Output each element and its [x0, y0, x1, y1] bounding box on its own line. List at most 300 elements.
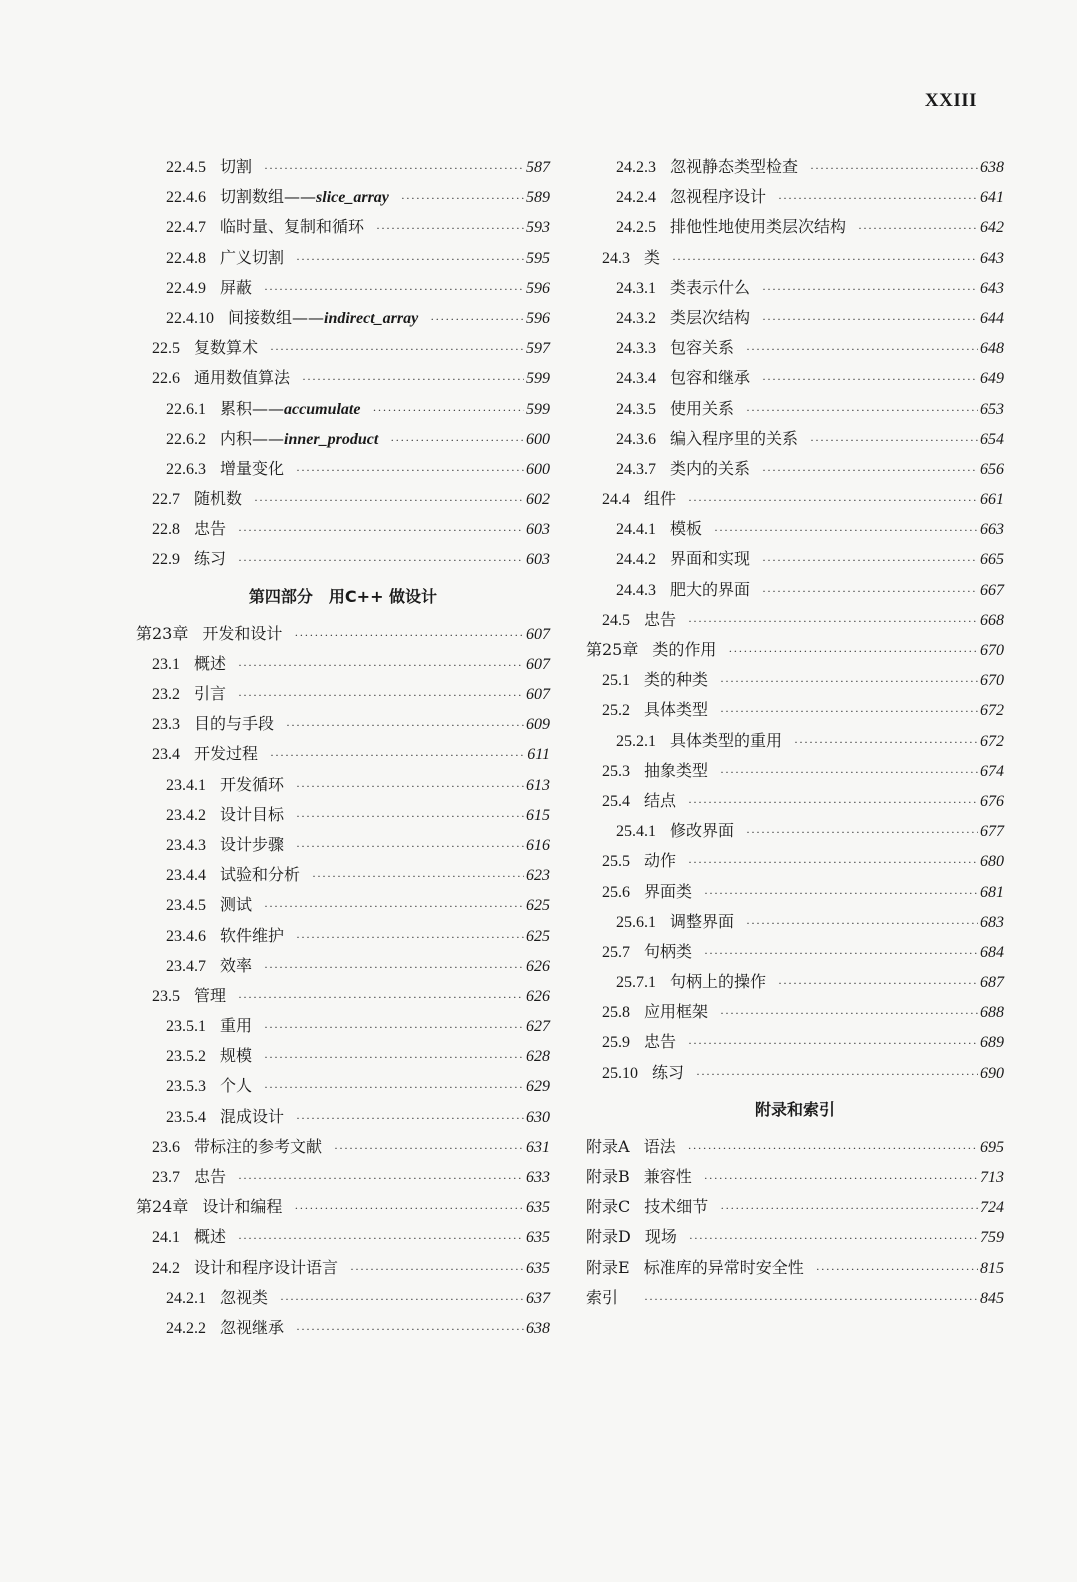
entry-number: 23.7 — [152, 1169, 180, 1186]
entry-title — [670, 303, 750, 333]
entry-page-number: 595 — [526, 249, 550, 267]
dot-leader — [746, 334, 978, 364]
entry-page-number: 668 — [980, 611, 1004, 629]
entry-number: 24.4.2 — [616, 551, 656, 569]
entry-number: 23.4.1 — [166, 776, 206, 794]
toc-entry[interactable] — [136, 981, 550, 1011]
entry-number: 附录E — [586, 1257, 630, 1277]
dot-leader — [688, 485, 978, 515]
entry-title — [202, 619, 282, 649]
entry-page-number: 611 — [527, 746, 550, 764]
toc-entry[interactable] — [586, 605, 1004, 635]
toc-entry[interactable] — [586, 907, 1004, 937]
entry-page-number: 600 — [526, 460, 550, 478]
toc-entry[interactable] — [586, 665, 1004, 695]
entry-page-number: 600 — [526, 430, 550, 448]
entry-number: 22.8 — [152, 521, 180, 539]
dot-leader — [728, 636, 978, 666]
toc-entry[interactable] — [136, 303, 550, 333]
entry-title-text: 界面类 — [644, 881, 693, 901]
entry-title-text: 类内的关系 — [670, 458, 751, 478]
entry-title — [220, 1313, 284, 1343]
toc-entry[interactable] — [136, 1222, 550, 1252]
entry-number: 第25章 — [586, 640, 639, 659]
entry-title-text: 应用框架 — [644, 1002, 709, 1022]
dot-leader — [858, 213, 978, 243]
entry-number: 23.1 — [152, 655, 180, 673]
entry-title — [644, 1192, 708, 1222]
entry-number: 25.7 — [602, 943, 630, 961]
entry-title-text: 练习 — [652, 1062, 685, 1082]
entry-number: 附录A — [586, 1136, 630, 1156]
entry-title-text: 忠告 — [194, 519, 227, 539]
toc-entry[interactable] — [136, 1313, 550, 1343]
entry-title — [194, 484, 242, 514]
dot-leader — [762, 274, 978, 304]
entry-title — [670, 967, 766, 997]
toc-entry[interactable] — [586, 937, 1004, 967]
entry-number: 23.5.4 — [166, 1108, 206, 1126]
entry-number: 24.3.2 — [616, 309, 656, 327]
toc-entry[interactable] — [136, 830, 550, 860]
entry-title-text: 开发和设计 — [202, 623, 283, 643]
dot-leader — [372, 395, 524, 425]
entry-title-text: 效率 — [220, 955, 253, 975]
entry-page-number: 661 — [980, 491, 1004, 509]
toc-entry[interactable] — [586, 997, 1004, 1027]
entry-page-number: 637 — [526, 1289, 550, 1307]
entry-title — [194, 333, 258, 363]
dot-leader — [264, 1012, 524, 1042]
toc-entry[interactable] — [586, 243, 1004, 273]
toc-entry[interactable] — [136, 182, 550, 212]
entry-title — [644, 997, 708, 1027]
entry-number: 24.3 — [602, 249, 630, 267]
entry-number: 22.7 — [152, 491, 180, 509]
toc-entry[interactable] — [586, 1058, 1004, 1088]
entry-page-number: 672 — [980, 732, 1004, 750]
entry-number: 23.5 — [152, 987, 180, 1005]
entry-title — [194, 363, 290, 393]
entry-number: 23.4.3 — [166, 836, 206, 854]
toc-chapter-entry[interactable] — [586, 1192, 1004, 1222]
entry-title-text: 类 — [644, 247, 661, 267]
entry-number: 索引 — [586, 1287, 619, 1307]
toc-entry[interactable] — [586, 182, 1004, 212]
dot-leader — [696, 1059, 978, 1089]
entry-number: 22.6 — [152, 370, 180, 388]
entry-page-number: 616 — [526, 836, 550, 854]
toc-entry[interactable] — [136, 890, 550, 920]
entry-title-text: 包容和继承 — [670, 368, 751, 388]
toc-entry[interactable] — [136, 1283, 550, 1313]
toc-entry[interactable] — [136, 152, 550, 182]
toc-entry[interactable] — [586, 454, 1004, 484]
entry-page-number: 635 — [526, 1259, 550, 1277]
dot-leader — [238, 1163, 524, 1193]
entry-code-name: accumulate — [284, 400, 361, 418]
toc-entry[interactable] — [586, 394, 1004, 424]
toc-entry[interactable] — [136, 1253, 550, 1283]
toc-entry[interactable] — [136, 770, 550, 800]
toc-entry[interactable] — [136, 860, 550, 890]
toc-entry[interactable] — [586, 484, 1004, 514]
dot-leader — [704, 938, 978, 968]
entry-title — [644, 1027, 676, 1057]
dot-leader — [294, 620, 524, 650]
entry-title — [652, 1058, 684, 1088]
entry-title-text: 概述 — [194, 1227, 227, 1247]
dot-leader — [286, 710, 524, 740]
entry-title-text: 类的作用 — [652, 640, 717, 659]
entry-page-number: 626 — [526, 957, 550, 975]
entry-page-number: 642 — [980, 219, 1004, 237]
dot-leader — [810, 153, 978, 183]
entry-title-text: 模板 — [670, 519, 703, 539]
entry-page-number: 667 — [980, 581, 1004, 599]
dot-leader — [296, 244, 524, 274]
dot-leader — [238, 515, 524, 545]
toc-entry[interactable] — [586, 544, 1004, 574]
dot-leader — [762, 364, 978, 394]
toc-entry[interactable] — [136, 951, 550, 981]
toc-chapter-entry[interactable] — [586, 1253, 1004, 1283]
entry-number: 附录B — [586, 1167, 630, 1186]
entry-title — [644, 1162, 692, 1192]
entry-title-text: 软件维护 — [220, 925, 285, 945]
dot-leader — [270, 334, 524, 364]
entry-page-number: 615 — [526, 806, 550, 824]
entry-page-number: 596 — [526, 309, 550, 327]
toc-chapter-entry[interactable] — [136, 619, 550, 649]
toc-entry[interactable] — [136, 514, 550, 544]
toc-entry[interactable] — [586, 424, 1004, 454]
entry-title-text: 设计和程序设计语言 — [194, 1257, 339, 1277]
entry-number: 25.8 — [602, 1004, 630, 1022]
entry-title-text: 引言 — [194, 684, 227, 703]
entry-title — [220, 860, 300, 890]
toc-right-column — [586, 152, 1004, 1313]
entry-page-number: 681 — [980, 883, 1004, 901]
toc-entry[interactable] — [136, 333, 550, 363]
entry-page-number: 644 — [980, 309, 1004, 327]
entry-title — [220, 1041, 252, 1071]
entry-title-text: 类表示什么 — [670, 277, 751, 297]
dot-leader — [264, 153, 524, 183]
dot-leader — [350, 1254, 524, 1284]
entry-title — [670, 212, 846, 242]
entry-number: 25.2.1 — [616, 732, 656, 750]
dot-leader — [254, 485, 524, 515]
entry-title-text: 技术细节 — [644, 1197, 709, 1217]
dot-leader — [334, 1133, 524, 1163]
entry-page-number: 635 — [526, 1229, 550, 1247]
entry-number: 24.3.6 — [616, 430, 656, 448]
toc-entry[interactable] — [136, 1102, 550, 1132]
entry-page-number: 613 — [526, 776, 550, 794]
dot-leader — [280, 1284, 524, 1314]
dot-leader — [264, 952, 524, 982]
entry-number: 24.5 — [602, 611, 630, 629]
entry-number: 22.6.1 — [166, 400, 206, 418]
toc-entry[interactable] — [586, 152, 1004, 182]
toc-chapter-entry[interactable] — [586, 1162, 1004, 1192]
entry-title-text: 抽象类型 — [644, 760, 709, 780]
entry-title — [228, 303, 418, 334]
entry-title-text: 现场 — [644, 1227, 677, 1247]
entry-title — [644, 605, 676, 635]
entry-title — [644, 756, 708, 786]
entry-page-number: 635 — [526, 1199, 550, 1217]
entry-page-number: 674 — [980, 762, 1004, 780]
entry-title-text: 设计目标 — [220, 804, 285, 824]
dot-leader — [296, 801, 524, 831]
toc-entry[interactable] — [136, 424, 550, 454]
dot-leader — [746, 817, 978, 847]
toc-entry[interactable] — [136, 363, 550, 393]
entry-page-number: 759 — [980, 1229, 1004, 1247]
entry-title-text: 句柄上的操作 — [670, 972, 767, 992]
entry-number: 24.4.3 — [616, 581, 656, 599]
dot-leader — [688, 787, 978, 817]
entry-title — [670, 726, 782, 756]
toc-entry[interactable] — [586, 786, 1004, 816]
dot-leader — [714, 515, 978, 545]
toc-entry[interactable] — [136, 709, 550, 739]
dot-leader — [270, 740, 525, 770]
entry-title — [644, 1253, 804, 1283]
toc-entry[interactable] — [586, 816, 1004, 846]
entry-title — [194, 649, 226, 679]
entry-page-number: 638 — [526, 1319, 550, 1337]
entry-title-text: 句柄类 — [644, 941, 693, 961]
entry-title — [194, 739, 258, 769]
entry-title — [644, 243, 660, 273]
entry-title — [220, 454, 284, 484]
toc-chapter-entry[interactable] — [586, 635, 1004, 665]
entry-title-text: 动作 — [644, 851, 677, 871]
entry-page-number: 607 — [526, 625, 550, 643]
entry-title — [644, 937, 692, 967]
entry-number: 25.7.1 — [616, 974, 656, 992]
entry-page-number: 677 — [980, 823, 1004, 841]
entry-title — [645, 1222, 677, 1252]
entry-number: 25.9 — [602, 1034, 630, 1052]
entry-page-number: 689 — [980, 1034, 1004, 1052]
entry-title — [194, 1222, 226, 1252]
entry-title-text: 切割数组—— — [220, 187, 317, 207]
toc-entry[interactable] — [586, 303, 1004, 333]
toc-left-column — [136, 152, 550, 1343]
entry-number: 附录C — [586, 1197, 631, 1217]
entry-title — [670, 152, 798, 182]
entry-number: 23.6 — [152, 1138, 180, 1156]
entry-number: 23.4.5 — [166, 897, 206, 915]
entry-title-text: 临时量、复制和循环 — [220, 217, 365, 237]
toc-entry[interactable] — [586, 877, 1004, 907]
entry-page-number: 672 — [980, 702, 1004, 720]
entry-title — [194, 1132, 322, 1162]
entry-title-text: 设计步骤 — [220, 834, 285, 854]
entry-number: 22.4.7 — [166, 219, 206, 237]
toc-entry[interactable] — [586, 756, 1004, 786]
dot-leader — [238, 650, 524, 680]
toc-entry[interactable] — [136, 1162, 550, 1192]
page-number: XXIII — [924, 90, 977, 111]
entry-title — [670, 454, 750, 484]
toc-entry[interactable] — [586, 212, 1004, 242]
entry-number: 24.2.2 — [166, 1319, 206, 1337]
toc-entry[interactable] — [136, 1041, 550, 1071]
toc-entry[interactable] — [586, 333, 1004, 363]
entry-number: 25.4.1 — [616, 823, 656, 841]
entry-page-number: 603 — [526, 521, 550, 539]
entry-page-number: 687 — [980, 974, 1004, 992]
dot-leader — [264, 1042, 524, 1072]
toc-entry[interactable] — [136, 212, 550, 242]
entry-page-number: 683 — [980, 913, 1004, 931]
toc-chapter-entry[interactable] — [586, 1283, 1004, 1313]
entry-number: 25.1 — [602, 672, 630, 690]
toc-entry[interactable] — [136, 679, 550, 709]
entry-title — [670, 333, 734, 363]
toc-entry[interactable] — [136, 273, 550, 303]
dot-leader — [376, 213, 524, 243]
toc-chapter-entry[interactable] — [586, 1222, 1004, 1252]
entry-title — [670, 907, 734, 937]
entry-title — [220, 1011, 252, 1041]
toc-entry[interactable] — [586, 695, 1004, 725]
entry-page-number: 656 — [980, 460, 1004, 478]
dot-leader — [312, 861, 524, 891]
dot-leader — [296, 1314, 524, 1344]
toc-entry[interactable] — [586, 575, 1004, 605]
toc-entry[interactable] — [136, 649, 550, 679]
entry-title — [220, 273, 252, 303]
entry-number: 22.4.6 — [166, 189, 206, 207]
dot-leader — [704, 1163, 978, 1193]
entry-title-text: 编入程序里的关系 — [670, 428, 799, 448]
toc-entry[interactable] — [136, 1011, 550, 1041]
toc-entry[interactable] — [586, 846, 1004, 876]
entry-title-text: 累积—— — [220, 398, 285, 418]
toc-entry[interactable] — [136, 739, 550, 769]
entry-number: 24.1 — [152, 1229, 180, 1247]
entry-number: 23.2 — [152, 686, 180, 703]
entry-page-number: 845 — [980, 1289, 1004, 1307]
entry-page-number: 641 — [980, 189, 1004, 207]
entry-title-text: 具体类型的重用 — [670, 730, 783, 750]
toc-entry[interactable] — [136, 921, 550, 951]
entry-title — [220, 830, 284, 860]
entry-number: 附录D — [586, 1227, 631, 1247]
toc-entry[interactable] — [586, 273, 1004, 303]
entry-title — [194, 1162, 226, 1192]
dot-leader — [296, 455, 524, 485]
entry-title-text: 忽视静态类型检查 — [670, 157, 799, 176]
toc-entry[interactable] — [586, 726, 1004, 756]
toc-entry[interactable] — [586, 1027, 1004, 1057]
entry-title-text: 概述 — [194, 653, 227, 673]
entry-title — [220, 800, 284, 830]
entry-page-number: 638 — [980, 159, 1004, 176]
entry-title-text: 试验和分析 — [220, 865, 301, 885]
toc-entry[interactable] — [136, 1132, 550, 1162]
entry-title-text: 修改界面 — [670, 821, 735, 841]
entry-title-text: 兼容性 — [643, 1167, 692, 1186]
entry-number: 23.4.7 — [166, 957, 206, 975]
toc-entry[interactable] — [586, 514, 1004, 544]
entry-number: 23.5.3 — [166, 1078, 206, 1096]
toc-chapter-entry[interactable] — [136, 1192, 550, 1222]
toc-chapter-entry[interactable] — [586, 1132, 1004, 1162]
entry-page-number: 597 — [526, 340, 550, 358]
entry-number: 23.3 — [152, 716, 180, 734]
entry-page-number: 587 — [526, 159, 550, 176]
toc-entry[interactable] — [136, 394, 550, 424]
entry-title-text: 切割 — [220, 157, 253, 176]
toc-entry[interactable] — [136, 484, 550, 514]
dot-leader — [688, 606, 978, 636]
entry-title — [644, 1132, 676, 1162]
entry-title — [670, 182, 766, 212]
entry-number: 23.5.1 — [166, 1018, 206, 1036]
entry-title — [670, 424, 798, 454]
entry-page-number: 623 — [526, 867, 550, 885]
entry-number: 24.2 — [152, 1259, 180, 1277]
entry-page-number: 589 — [526, 189, 550, 207]
entry-title — [220, 212, 364, 242]
entry-number: 22.4.9 — [166, 279, 206, 297]
dot-leader — [296, 771, 524, 801]
toc-entry[interactable] — [136, 544, 550, 574]
toc-entry[interactable] — [586, 363, 1004, 393]
entry-number: 24.3.7 — [616, 460, 656, 478]
entry-title — [644, 786, 676, 816]
entry-title — [194, 981, 226, 1011]
entry-title-text: 内积—— — [220, 428, 285, 448]
dot-leader — [688, 847, 978, 877]
entry-title-text: 忠告 — [644, 1032, 677, 1052]
toc-entry[interactable] — [136, 243, 550, 273]
entry-page-number: 609 — [526, 716, 550, 734]
dot-leader — [794, 727, 978, 757]
toc-entry[interactable] — [136, 1071, 550, 1101]
entry-page-number: 695 — [980, 1138, 1004, 1156]
entry-title — [194, 679, 226, 709]
dot-leader — [720, 757, 978, 787]
entry-number: 24.2.4 — [616, 189, 656, 207]
entry-number: 24.2.3 — [616, 159, 656, 176]
entry-number: 24.2.1 — [166, 1289, 206, 1307]
entry-title-text: 重用 — [220, 1016, 253, 1036]
dot-leader — [778, 183, 978, 213]
entry-title — [220, 1102, 284, 1132]
entry-page-number: 663 — [980, 521, 1004, 539]
entry-page-number: 724 — [980, 1199, 1004, 1217]
entry-title — [670, 363, 750, 393]
entry-page-number: 653 — [980, 400, 1004, 418]
toc-entry[interactable] — [136, 454, 550, 484]
dot-leader — [720, 666, 978, 696]
entry-page-number: 643 — [980, 249, 1004, 267]
toc-entry[interactable] — [136, 800, 550, 830]
entry-page-number: 599 — [526, 370, 550, 388]
dot-leader — [816, 1254, 978, 1284]
toc-entry[interactable] — [586, 967, 1004, 997]
entry-title — [220, 243, 284, 273]
dot-leader — [264, 891, 524, 921]
